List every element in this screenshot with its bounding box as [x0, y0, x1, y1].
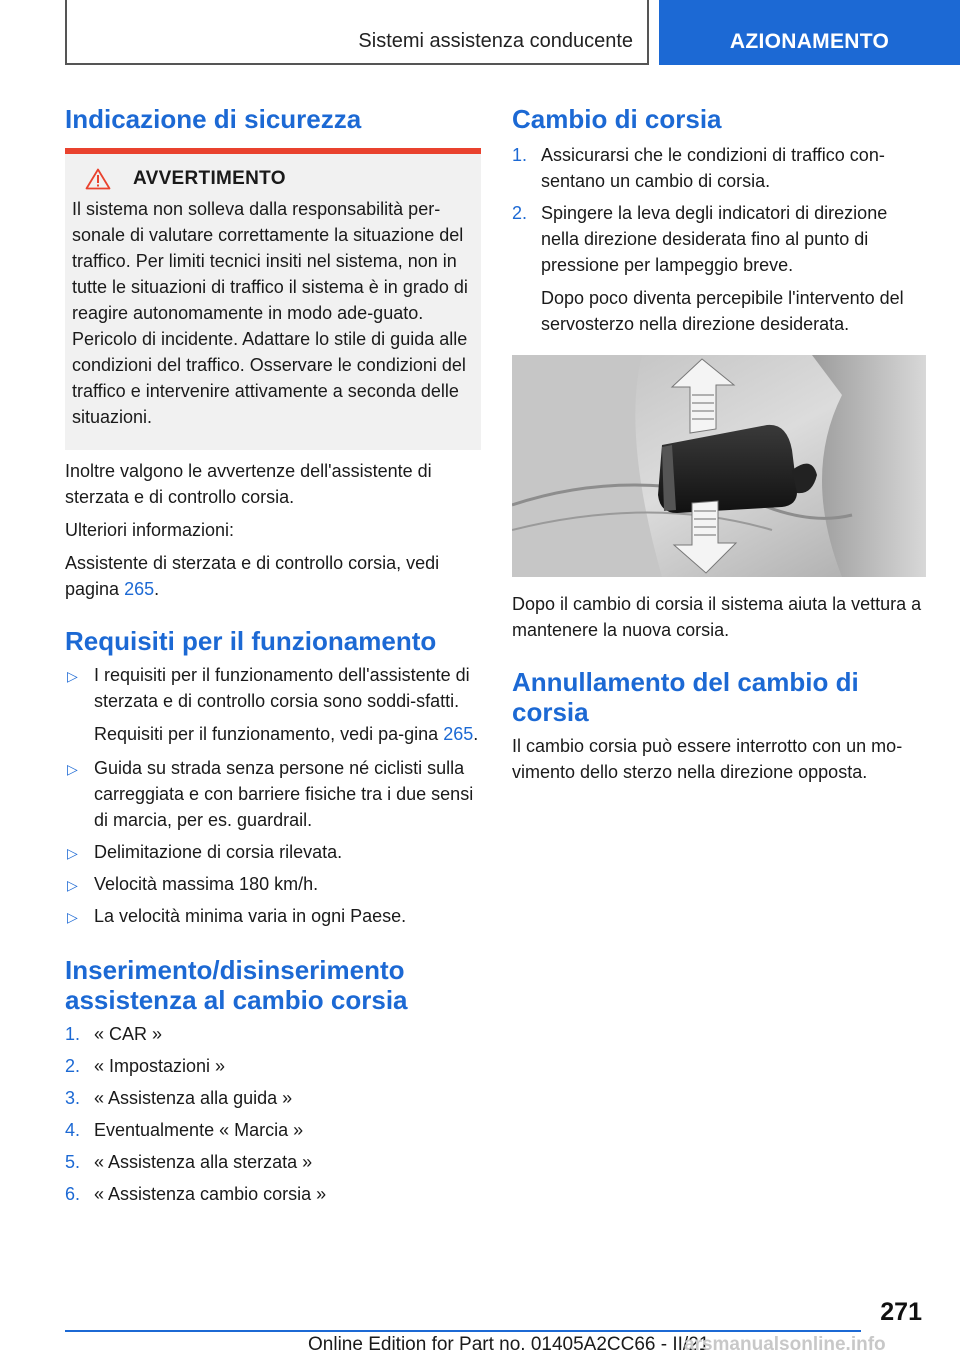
footer-edition: Online Edition for Part no. 01405A2CC66 - II/21: [308, 1334, 710, 1355]
note-more-info: Ulteriori informazioni:: [65, 520, 235, 540]
step-number: 5.: [65, 1152, 81, 1172]
page-reference-link[interactable]: 265: [443, 724, 474, 744]
list-item: [512, 200, 924, 337]
list-item-text: Delimitazione di corsia rilevata.: [94, 842, 343, 862]
step-number: 3.: [65, 1088, 81, 1108]
warning-title: AVVERTIMENTO: [133, 168, 286, 189]
requirements-heading: Requisiti per il funzionamento: [65, 626, 437, 656]
list-item-subtext-label: Requisiti per il funzionamento, vedi pa-gina: [94, 724, 444, 744]
list-item-text: I requisiti per il funzionamento dell'assistente di sterzata e di controllo corsia sono soddi-sfatti.: [94, 665, 470, 711]
turn-signal-lever-illustration: [512, 355, 926, 577]
warning-triangle-icon: [85, 168, 111, 190]
step-text: « Assistenza alla sterzata »: [94, 1152, 313, 1172]
note-reference: [65, 550, 481, 602]
header-section-tab: [65, 0, 649, 65]
step-text: Eventualmente « Marcia »: [94, 1120, 304, 1140]
list-item: [65, 839, 481, 865]
step-text: « Assistenza alla guida »: [94, 1088, 293, 1108]
list-item: [65, 1117, 481, 1143]
activation-steps: [65, 1021, 481, 1207]
step-text: « Assistenza cambio corsia »: [94, 1184, 327, 1204]
list-item: [65, 1181, 481, 1207]
list-item: [65, 1053, 481, 1079]
requirements-list: [65, 662, 481, 929]
cancel-heading: Annullamento del cambio di corsia: [512, 667, 859, 727]
list-item: [65, 755, 481, 833]
list-item-text: Guida su strada senza persone né ciclisti sulla carreggiata e con barriere fisiche tra i due sensi di marcia, per es. guardrail.: [94, 758, 474, 830]
list-item-text: La velocità minima varia in ogni Paese.: [94, 906, 407, 926]
list-item: [65, 871, 481, 897]
triangle-bullet-icon: ▷: [67, 877, 78, 893]
safety-heading: Indicazione di sicurezza: [65, 104, 362, 134]
step-number: 6.: [65, 1184, 81, 1204]
section-title: Sistemi assistenza conducente: [358, 30, 633, 52]
after-figure-text: Dopo il cambio di corsia il sistema aiuta la vettura a mantenere la nuova corsia.: [512, 594, 922, 640]
list-item-subtext: [94, 721, 481, 747]
right-column: [512, 100, 924, 785]
step-text: « Impostazioni »: [94, 1056, 226, 1076]
list-item: [65, 1149, 481, 1175]
footer-divider: [65, 1330, 861, 1332]
warning-header: [85, 168, 475, 190]
triangle-bullet-icon: ▷: [67, 761, 78, 777]
lane-change-heading: Cambio di corsia: [512, 104, 722, 134]
step-text: Assicurarsi che le condizioni di traffico con-sentano un cambio di corsia.: [541, 145, 885, 191]
note-valid-warnings: Inoltre valgono le avvertenze dell'assistente di sterzata e di controllo corsia.: [65, 461, 432, 507]
step-number: 1.: [65, 1024, 81, 1044]
step-subtext: Dopo poco diventa percepibile l'intervento del servosterzo nella direzione desiderata.: [541, 288, 904, 334]
cancel-text: Il cambio corsia può essere interrotto con un mo-vimento dello sterzo nella direzione opposta.: [512, 736, 903, 782]
list-item: [65, 662, 481, 747]
step-number: 4.: [65, 1120, 81, 1140]
left-column: [65, 100, 481, 1207]
step-text: « CAR »: [94, 1024, 163, 1044]
list-item-text: Velocità massima 180 km/h.: [94, 874, 319, 894]
note-reference-end: .: [154, 579, 160, 599]
triangle-bullet-icon: ▷: [67, 909, 78, 925]
triangle-bullet-icon: ▷: [67, 845, 78, 861]
page-number: 271: [880, 1298, 922, 1326]
list-item: [512, 142, 924, 194]
step-number: 2.: [512, 203, 528, 223]
page-reference-link[interactable]: 265: [124, 579, 155, 599]
chapter-title: AZIONAMENTO: [729, 30, 890, 53]
step-number: 2.: [65, 1056, 81, 1076]
lane-change-steps: [512, 142, 924, 337]
note-reference-text: Assistente di sterzata e di controllo corsia, vedi pagina: [65, 553, 440, 599]
step-number: 1.: [512, 145, 528, 165]
header-chapter-tab: [659, 0, 960, 65]
list-item: [65, 903, 481, 929]
list-item-subtext-end: .: [473, 724, 479, 744]
activation-heading: Inserimento/disinserimento assistenza al cambio corsia: [65, 955, 408, 1015]
list-item: [65, 1021, 481, 1047]
triangle-bullet-icon: ▷: [67, 668, 78, 684]
footer-watermark: arsmanualsonline.info: [684, 1334, 886, 1355]
warning-box: [65, 148, 481, 450]
step-text: Spingere la leva degli indicatori di direzione nella direzione desiderata fino al punto di pressione per lampeggio breve.: [541, 203, 888, 275]
list-item: [65, 1085, 481, 1111]
warning-text: Il sistema non solleva dalla responsabilità per-sonale di valutare correttamente la situazione del traffico. Per limiti tecnici insiti nel sistema, non in tutte le situazioni di traffico il sistema è in grado di reagire autonomamente in modo ade-guato. Pericolo di incidente. Adattare lo stile di guida alle condizioni del traffico. Osservare le condizioni del traffico e intervenire attivamente a seconda delle situazioni.: [72, 199, 468, 427]
